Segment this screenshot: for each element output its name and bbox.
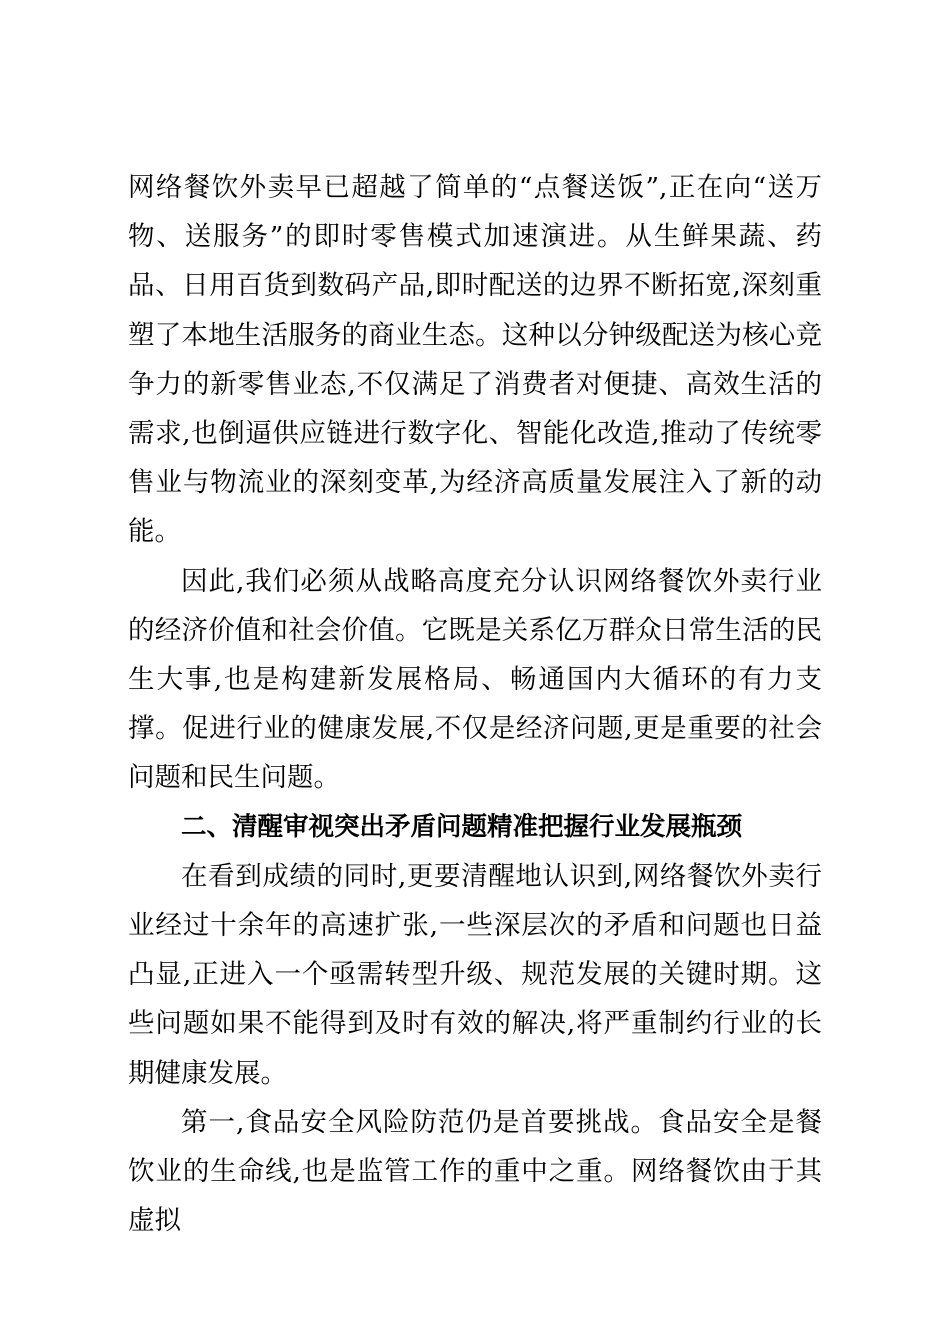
- paragraph-3: 在看到成绩的同时,更要清醒地认识到,网络餐饮外卖行业经过十余年的高速扩张,一些深层次的矛盾和问题也日益凸显,正进入一个亟需转型升级、规范发展的关键时期。这些问题如果不能得到及时有效的解决,将严重制约行业的长期健康发展。: [128, 860, 822, 1089]
- paragraph-2: 因此,我们必须从战略高度充分认识网络餐饮外卖行业的经济价值和社会价值。它既是关系亿万群众日常生活的民生大事,也是构建新发展格局、畅通国内大循环的有力支撑。促进行业的健康发展,不仅是经济问题,更是重要的社会问题和民生问题。: [128, 565, 822, 794]
- section-heading-2: 二、清醒审视突出矛盾问题精准把握行业发展瓶颈: [181, 811, 743, 842]
- paragraph-1: 网络餐饮外卖早已超越了简单的“点餐送饭”,正在向“送万物、送服务”的即时零售模式加速演进。从生鲜果蔬、药品、日用百货到数码产品,即时配送的边界不断拓宽,深刻重塑了本地生活服务的商业生态。这种以分钟级配送为核心竞争力的新零售业态,不仅满足了消费者对便捷、高效生活的需求,也倒逼供应链进行数字化、智能化改造,推动了传统零售业与物流业的深刻变革,为经济高质量发展注入了新的动能。: [128, 172, 822, 548]
- paragraph-4: 第一,食品安全风险防范仍是首要挑战。食品安全是餐饮业的生命线,也是监管工作的重中之重。网络餐饮由于其虚拟: [128, 1106, 822, 1237]
- document-body: [128, 163, 822, 1245]
